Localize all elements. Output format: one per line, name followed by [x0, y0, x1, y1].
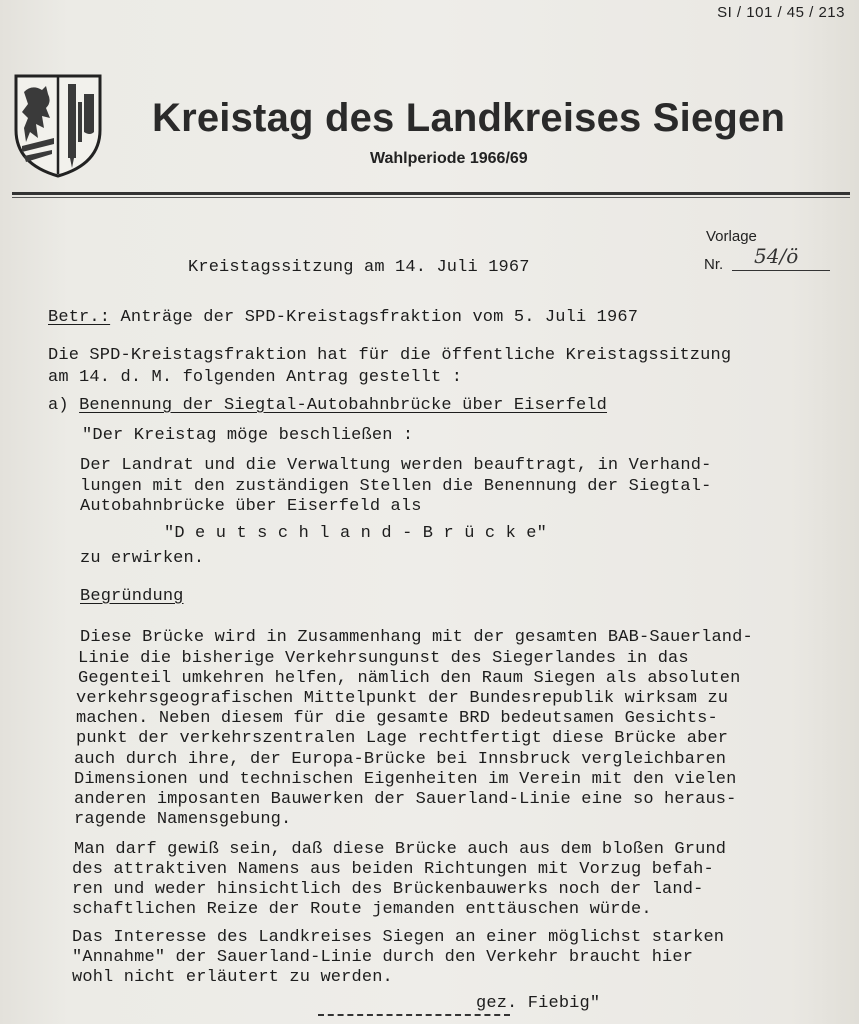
subject-label: Betr.: — [48, 308, 111, 327]
proposed-name: "D e u t s c h l a n d - B r ü c k e" — [164, 524, 548, 543]
reason-line: anderen imposanten Bauwerken der Sauerland-Linie eine so heraus- — [74, 790, 737, 809]
reason-line: Dimensionen und technischen Eigenheiten im Verein mit den vielen — [74, 770, 737, 789]
item-marker: a) — [48, 396, 69, 415]
item-title: Benennung der Siegtal-Autobahnbrücke über Eiserfeld — [79, 396, 608, 415]
motion-line: Autobahnbrücke über Eiserfeld als — [80, 497, 422, 516]
reason-line: auch durch ihre, der Europa-Brücke bei Innsbruck vergleichbaren — [74, 750, 727, 769]
nr-label: Nr. — [704, 256, 724, 273]
coat-of-arms-icon — [12, 72, 104, 178]
reason-line: Diese Brücke wird in Zusammenhang mit der gesamten BAB-Sauerland- — [80, 628, 753, 647]
reason-line: Man darf gewiß sein, daß diese Brücke auch aus dem bloßen Grund — [74, 840, 727, 859]
reason-line: ragende Namensgebung. — [74, 810, 292, 829]
reason-line: ren und weder hinsichtlich des Brückenbauwerks noch der land- — [72, 880, 704, 899]
reason-line: verkehrsgeografischen Mittelpunkt der Bundesrepublik wirksam zu — [76, 689, 729, 708]
reason-heading: Begründung — [80, 587, 184, 606]
subject-line — [48, 308, 638, 327]
vorlage-label: Vorlage — [706, 228, 757, 245]
subject-text: Anträge der SPD-Kreistagsfraktion vom 5. Juli 1967 — [120, 308, 639, 327]
page-title: Kreistag des Landkreises Siegen — [152, 96, 786, 140]
reason-line: "Annahme" der Sauerland-Linie durch den Verkehr braucht hier — [72, 948, 694, 967]
reason-line: wohl nicht erläutert zu werden. — [72, 968, 393, 987]
motion-line: lungen mit den zuständigen Stellen die Benennung der Siegtal- — [80, 477, 712, 496]
item-heading — [48, 396, 607, 415]
motion-end: zu erwirken. — [80, 549, 205, 568]
reason-line: Das Interesse des Landkreises Siegen an einer möglichst starken — [72, 928, 725, 947]
signature: gez. Fiebig" — [476, 994, 601, 1013]
signature-rule — [318, 1014, 510, 1016]
reason-line: Gegenteil umkehren helfen, nämlich den Raum Siegen als absoluten — [78, 669, 741, 688]
intro-line: am 14. d. M. folgenden Antrag gestellt : — [48, 368, 463, 387]
reason-line: des attraktiven Namens aus beiden Richtungen mit Vorzug befah- — [72, 860, 714, 879]
legislative-period: Wahlperiode 1966/69 — [370, 150, 528, 167]
reason-line: schaftlichen Reize der Route jemanden enttäuschen würde. — [72, 900, 652, 919]
intro-line: Die SPD-Kreistagsfraktion hat für die öffentliche Kreistagssitzung — [48, 346, 732, 365]
motion-intro: "Der Kreistag möge beschließen : — [82, 426, 414, 445]
archive-reference: SI / 101 / 45 / 213 — [717, 4, 845, 21]
session-line: Kreistagssitzung am 14. Juli 1967 — [188, 258, 530, 277]
reason-line: machen. Neben diesem für die gesamte BRD bedeutsamen Gesichts- — [76, 709, 718, 728]
reason-line: Linie die bisherige Verkehrsungunst des Siegerlandes in das — [78, 649, 689, 668]
motion-line: Der Landrat und die Verwaltung werden beauftragt, in Verhand- — [80, 456, 712, 475]
reason-line: punkt der verkehrszentralen Lage rechtfertigt diese Brücke aber — [76, 729, 729, 748]
header-divider — [12, 192, 850, 195]
nr-value: 54/ö — [732, 244, 830, 271]
